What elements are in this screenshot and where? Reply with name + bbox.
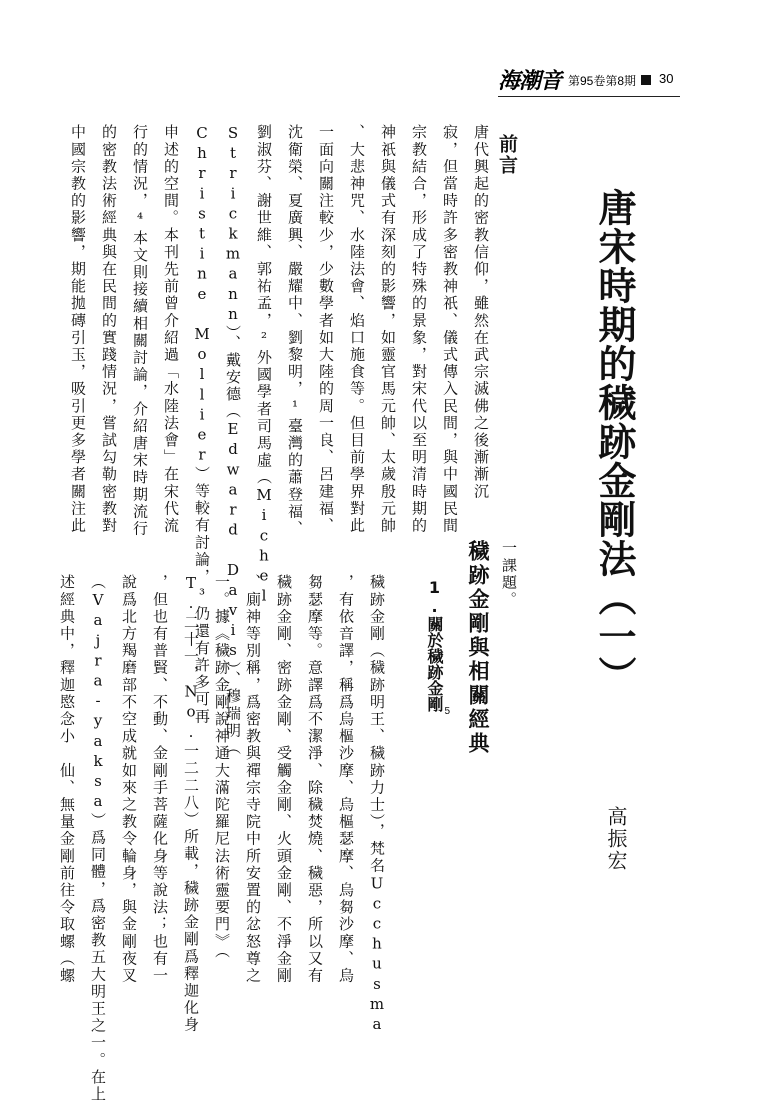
text-column: 一。據《穢跡金剛說神通大滿陀羅尼法術靈要門》（ [213, 574, 231, 960]
text-column: ，有依音譯，稱爲烏樞沙摩、烏樞瑟摩、烏芻沙摩、烏 [337, 574, 355, 985]
text-column: 芻瑟摩等。意譯爲不潔淨、除穢焚燒、穢惡，所以又有 [306, 574, 324, 985]
subsection-heading: 穢跡金剛與相關經典 [466, 540, 490, 756]
text-column: 穢跡金剛（穢跡明王、穢跡力士），梵名Ucchusma [368, 574, 386, 1036]
text-column: 寂，但當時許多密教神祇、儀式傳入民間，與中國民間 [441, 124, 459, 535]
page-header [498, 62, 680, 97]
text-column: 、廁神等別稱，爲密教與禪宗寺院中所安置的忿怒尊之 [244, 574, 262, 985]
text-column: 沈衛榮、夏廣興、嚴耀中、劉黎明，¹臺灣的蕭登福、 [286, 124, 304, 538]
footnote-marker: 5 [444, 706, 450, 717]
text-column: Strickmann）、戴安德（Edward Davis）、穆瑞明（ [224, 124, 242, 757]
journal-logo: 海潮音 [498, 68, 562, 94]
text-column: Christine Mollier）等較有討論，³仍還有許多可再 [193, 124, 211, 726]
minor-heading: 1.關於穢跡金剛 [425, 578, 444, 712]
square-bullet-icon [641, 75, 651, 85]
text-column: 說爲北方羯磨部不空成就如來之教令輪身，與金剛夜叉 [120, 574, 138, 985]
author-name: 高振宏 [604, 806, 628, 872]
text-column: 神祇與儀式有深刻的影響，如靈官馬元帥、太歲殷元帥 [379, 124, 397, 535]
text-column: 行的情況，⁴本文則接續相關討論，介紹唐宋時期流行 [131, 124, 149, 538]
text-column: 穢跡金剛、密跡金剛、受觸金剛、火頭金剛、不淨金剛 [275, 574, 293, 985]
text-column: 申述的空間。本刊先前曾介紹過「水陸法會」在宋代流 [162, 124, 180, 535]
text-column: 述經典中，釋迦愍念小 仙、無量金剛前往令取螺（螺 [58, 574, 76, 985]
text-column: （Vajra-yaksa）爲同體，爲密教五大明王之一。在上 [89, 574, 107, 1103]
page-number: 30 [659, 71, 674, 86]
text-column: 中國宗教的影響，期能拋磚引玉，吸引更多學者關注此 [69, 124, 87, 535]
text-column: T.二十一，No.一二二八）所載，穢跡金剛爲釋迦化身 [182, 574, 200, 1034]
article-title: 唐宋時期的穢跡金剛法（一） [592, 188, 636, 695]
text-column: 宗教結合，形成了特殊的景象，對宋代以至明清時期的 [410, 124, 428, 535]
text-column: 一面向關注較少，少數學者如大陸的周一良、呂建福、 [317, 124, 335, 535]
text-column: 劉淑芬、謝世維、郭祐孟，²外國學者司馬虛（Michel [255, 124, 273, 607]
section-heading-foreword: 前言 [496, 134, 518, 176]
issue-label: 第95卷第8期 [568, 74, 637, 88]
continuation-column: 一課題。 [500, 540, 518, 609]
text-column: 、大悲神咒、水陸法會、焰口施食等。但目前學界對此 [348, 124, 366, 535]
text-column: 的密教法術經典與在民間的實踐情況，嘗試勾勒密教對 [100, 124, 118, 535]
text-column: ，但也有普賢、不動、金剛手菩薩化身等說法；也有一 [151, 574, 169, 985]
text-column: 唐代興起的密教信仰，雖然在武宗滅佛之後漸漸沉 [472, 124, 490, 501]
